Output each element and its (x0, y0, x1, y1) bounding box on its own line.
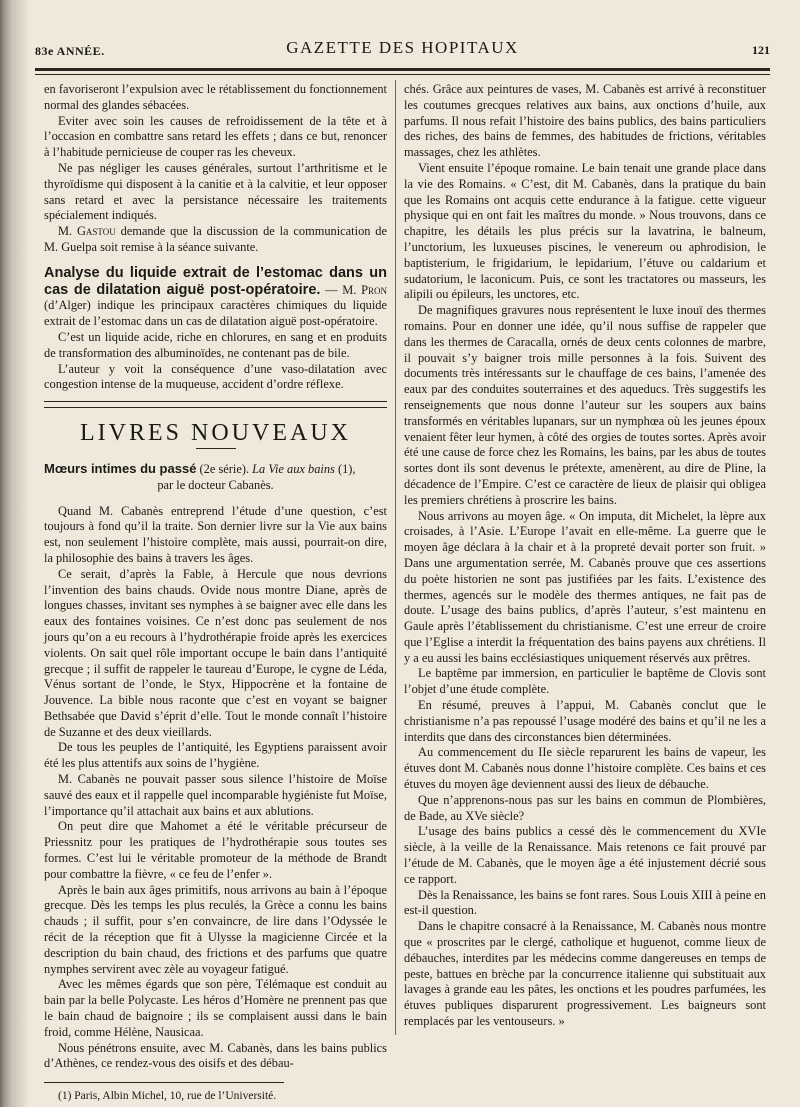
column-divider (395, 80, 396, 1035)
section-title: LIVRES NOUVEAUX (80, 420, 351, 447)
paragraph: chés. Grâce aux peintures de vases, M. Cabanès est arrivé à reconstituer les coutumes grecques relatives aux bains, aux onctions d’huile, aux parfums. Il nous refait l’histoire des bains publics, des bains particuliers des riches, des bains de femmes, des habitudes de frictions, véritables massages, chez les athlètes. (404, 82, 766, 160)
paragraph: Le baptême par immersion, en particulier le baptême de Clovis sont l’objet d’une étude complète. (404, 666, 766, 697)
analyse-entry: Analyse du liquide extrait de l’estomac dans un cas de dilatation aiguë post-opératoire. — M. Pron (d’Alger) indique les principaux caractères chimiques du liquide extrait de l’estomac dans un cas de dilatation aiguë post-opératoire. (44, 264, 387, 329)
paragraph: L’auteur y voit la conséquence d’une vaso-dilatation avec congestion intense de la muqueuse, accident d’ordre réflexe. (44, 361, 387, 392)
header-rule-thin (35, 74, 770, 75)
paragraph: De tous les peuples de l’antiquité, les Egyptiens paraissent avoir été les plus attentifs aux soins de l’hygiène. (44, 740, 387, 771)
paragraph: Eviter avec soin les causes de refroidissement de la tête et à l’occasion en combattre sans retard les effets ; dans ce but, renoncer à l’habitude pernicieuse de couper ras les cheveux. (44, 113, 387, 160)
paragraph: M. Cabanès ne pouvait passer sous silence l’histoire de Moïse sauvé des eaux et il rappelle quel incomparable hygiéniste fut Moïse, l’importance qu’il attachait aux bains et aux ablutions. (44, 772, 387, 818)
paragraph: De magnifiques gravures nous représentent le luxe inouï des thermes romains. Pour en donner une idée, qu’il nous suffise de rappeler que dans les thermes de Caracalla, ornés de deux cents colonnes de marbre, il pouvait s’y baigner trois mille personnes à la fois. Suivent des documents très intéressants sur le chauffage de ces bains, l’amenée des eaux par des conduites souterraines et des aqueducs. Très suggestifs les renseignements que nous donne l’auteur sur les soupers aux bains transformés en véritables lupanars, sur un nymphœa où les jeunes époux venaient fêter leur hymen, à côté des orgies de toutes sortes. Après avoir été une cause de force chez les Romains, les bains, par les abus de toutes sortes dont ils sont devenus le prétexte, amenèrent, au dire de Pline, la décadence de l’Empire. C’est ce caractère de lieux de plaisir qui obligea les premiers chrétiens à proscrire les bains. (404, 303, 766, 507)
paragraph: Avec les mêmes égards que son père, Télémaque est conduit au bain par la belle Polycaste. Les héros d’Homère ne prennent pas que le bain chaud de baignoire ; ils se complaisent aussi dans le bain froid, comme Hélène, Nausicaa. (44, 977, 387, 1039)
paragraph: L’usage des bains publics a cessé dès le commencement du XVIe siècle, à la veille de la Renaissance. Mais retenons ce fait prouvé par l’étude de M. Cabanès, que le moyen âge a été injustement décrié sous ce rapport. (404, 824, 766, 886)
short-rule (196, 448, 236, 449)
paragraph: On peut dire que Mahomet a été le véritable précurseur de Priessnitz pour les pratiques de l’hydrothérapie sous toutes ses formes. C’est lui le véritable promoteur de la méthode de Brandt pour combattre la fièvre, « ce feu de l’enfer ». (44, 819, 387, 881)
paragraph: Nous arrivons au moyen âge. « On imputa, dit Michelet, la lèpre aux croisades, à l’Asie. L’Europe l’avait en elle-même. La guerre que le moyen âge déclara à la chair et à la propreté devait porter son fruit. » Dans une argumentation serrée, M. Cabanès prouve que ces assertions du poète historien ne sont pas justifiées par les faits. L’existence des thermes, agencés sur le modèle des thermes antiques, ne fait pas de doute. L’usage des bains publics, d’après l’auteur, s’est maintenu en Gaule après l’établissement du christianisme. C’est une erreur de croire que l’Eglise a interdit la fréquentation des bains payens aux chrétiens. Il y a eu aussi les bains ecclésiastiques uniquement réservés aux prêtres. (404, 508, 766, 665)
left-column (44, 82, 387, 1105)
paragraph: Nous pénétrons ensuite, avec M. Cabanès, dans les bains publics d’Athènes, ce rendez-vous des oisifs et des débau- (44, 1040, 387, 1071)
speaker-name: M. Gastou (58, 224, 116, 239)
book-title: Mœurs intimes du passé (44, 460, 197, 476)
paragraph: Vient ensuite l’époque romaine. Le bain tenait une grande place dans la vie des Romains. « C’est, dit M. Cabanès, dans la pratique du bain que les Romains ont acquis cette endurance à la fatigue. cette vigueur physique qui en ont fait les maîtres du monde. » Nous trouvons, dans ce chapitre, les détails les plus précis sur la lavatrina, le balneum, l’unctorium, les luxueuses piscines, le venereum ou aphrodision, le baptisterium, le frigidarium, le lepidarium, l’étuve ou caldarium et sudatorium, le laconicum. Puis, ce sont les tractatores ou masseurs, les alipili ou épileurs, les unctores, etc. (404, 160, 766, 302)
paragraph: Dans le chapitre consacré à la Renaissance, M. Cabanès nous montre que « proscrites par le clergé, catholique et huguenot, comme lieux de débauches, interdites par les médecins comme dangereuses en temps de peste, battues en brèche par la concurrence italienne qui substituait aux lavages à grande eau les pâtes, les onctions et les poudres parfumées, les étuves publiques disparurent progressivement. Les baigneurs sont remplacés par les ventouseurs. » (404, 919, 766, 1029)
right-column (404, 82, 766, 1030)
analyse-author: — M. Pron (320, 282, 387, 297)
paragraph: Ne pas négliger les causes générales, surtout l’arthritisme et le thyroïdisme qui disposent à la canitie et à la calvitie, et leur opposer sans retard et avec la persistance nécessaire les traitements spécialement indiqués. (44, 160, 387, 223)
paragraph: Quand M. Cabanès entreprend l’étude d’une question, c’est toujours à fond qu’il la traite. Son dernier livre sur la Vie aux bains est, non seulement l’histoire complète, mais aussi, pourrait-on dire, la philosophie des bains à travers les âges. (44, 503, 387, 565)
header-rule-thick (35, 68, 770, 71)
binding-shadow (0, 0, 30, 1107)
paragraph: Après le bain aux âges primitifs, nous arrivons au bain à l’époque grecque. Dès les temps les plus reculés, la Grèce a connu les bains chauds ; il suffit, pour s’en convaincre, de lire dans l’Odyssée le récit de la réception que fit à Ulysse la magicienne Circée et la description du bain chaud, des frictions et des parfums que quatre nymphes servirent avec zèle au voyageur fatigué. (44, 882, 387, 976)
book-subtitle: La Vie aux bains (252, 461, 335, 476)
paragraph: Ce serait, d’après la Fable, à Hercule que nous devrions l’invention des bains chauds. Ovide nous montre Diane, après de longues chasses, invitant ses nymphes à se baigner avec elle dans les eaux des fontaines voisines. Ce n’est donc pas seulement de nos jours qu’on a eu recours à l’hydrothérapie froide après les exercices violents. On sait quel rôle important occupe le bain dans l’antiquité grecque ; il suffit de rappeler le taureau d’Europe, le cygne de Léda, Vénus sortant de l’onde, le Styx, Hippocrène et la fontaine de Jouvence. La bible nous raconte que c’est en voyant se baigner Bethsabée que David s’éprit d’elle. Tout le monde connaît l’histoire de Suzanne et des deux vieillards. (44, 566, 387, 739)
paragraph: Dès la Renaissance, les bains se font rares. Sous Louis XIII à peine en est-il question. (404, 887, 766, 918)
paragraph: M. Gastou demande que la discussion de la communication de M. Guelpa soit remise à la séance suivante. (44, 224, 387, 254)
footnote: (1) Paris, Albin Michel, 10, rue de l’Université. (58, 1090, 277, 1103)
year-label: 83e ANNÉE. (35, 44, 105, 58)
footnote-rule (44, 1082, 284, 1083)
paragraph: C’est un liquide acide, riche en chlorures, en sang et en produits de transformation des albuminoïdes, ne contenant pas de bile. (44, 329, 387, 360)
paragraph: en favoriseront l’expulsion avec le rétablissement du fonctionnement normal des glandes sébacées. (44, 82, 387, 112)
book-heading: Mœurs intimes du passé (2e série). La Vie aux bains (1), (44, 460, 356, 476)
paragraph: Au commencement du IIe siècle reparurent les bains de vapeur, les étuves dont M. Cabanès nous donne l’histoire complète. Ces bains et ces étuves du moyen âge deviennent aussi des lieux de débauche. (404, 745, 766, 792)
page-header (35, 38, 770, 60)
section-separator (44, 401, 387, 408)
paragraph: Que n’apprenons-nous pas sur les bains en commun de Plombières, de Bade, au XVe siècle? (404, 792, 766, 823)
paragraph: En résumé, preuves à l’appui, M. Cabanès conclut que le christianisme n’a pas repoussé l’usage modéré des bains et qu’il ne les a interdits que dans des circonstances bien déterminées. (404, 698, 766, 744)
analyse-title: Analyse du liquide extrait de l’estomac dans un cas de dilatation aiguë post-opératoire. (44, 264, 387, 298)
journal-title: GAZETTE DES HOPITAUX (286, 38, 519, 57)
page-number: 121 (752, 43, 770, 57)
book-author: par le docteur Cabanès. (157, 477, 274, 492)
